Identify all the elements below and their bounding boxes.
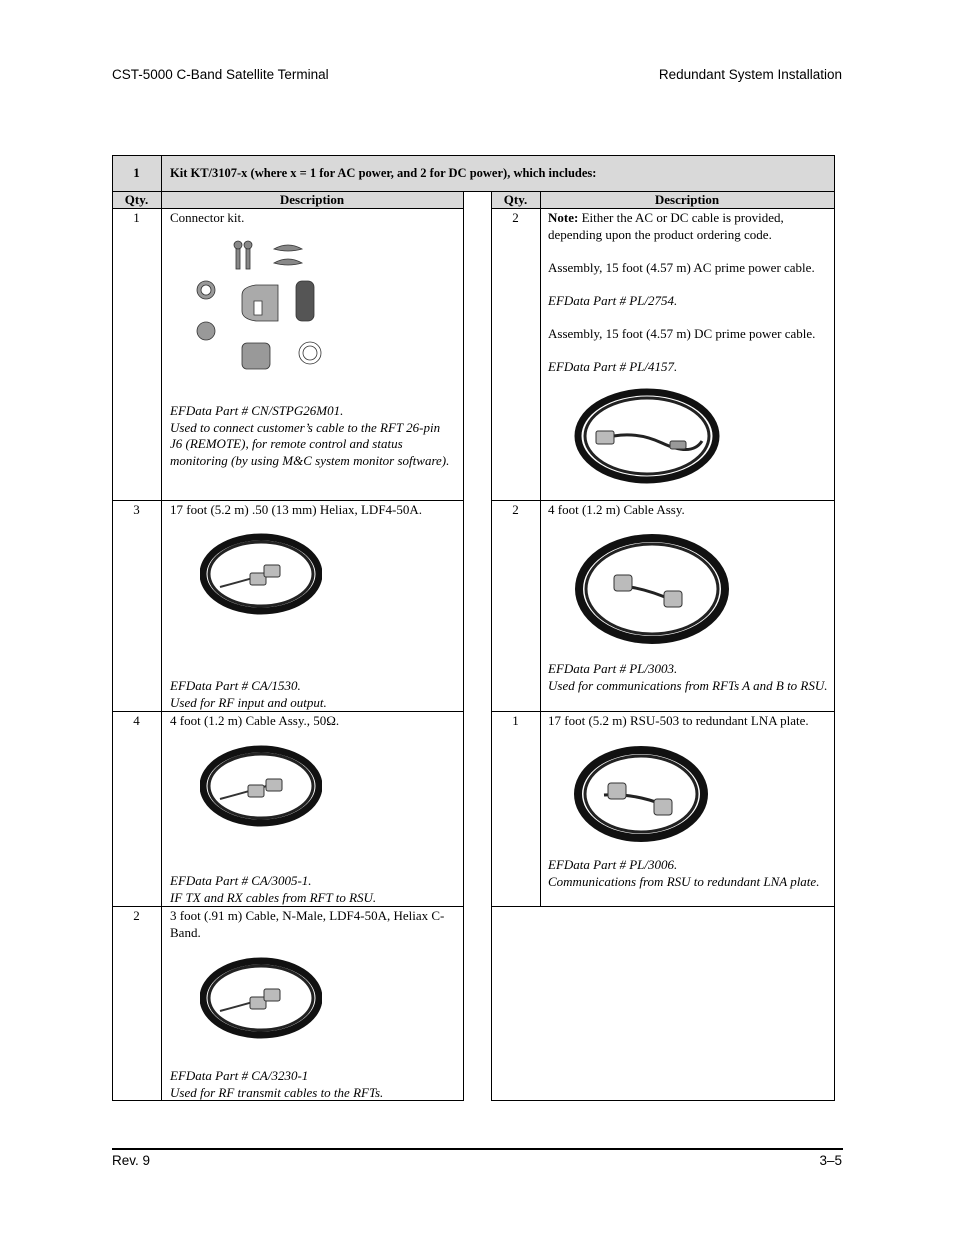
- item-part-number: EFData Part # PL/3006.: [548, 857, 678, 872]
- item-qty: 1: [133, 210, 140, 225]
- item-part-number: EFData Part # PL/3003.: [548, 661, 678, 676]
- item-usage: Used for communications from RFTs A and B to RSU.: [548, 677, 828, 693]
- note-label: Note:: [548, 210, 579, 225]
- item-title: Assembly, 15 foot (4.57 m) DC prime power cable.: [548, 325, 816, 341]
- item-title: 17 foot (5.2 m) RSU-503 to redundant LNA plate.: [548, 713, 809, 728]
- item-part-number: EFData Part # PL/4157.: [548, 358, 678, 374]
- header-section: Redundant System Installation: [658, 67, 842, 82]
- item-usage: Used for RF input and output.: [170, 694, 327, 710]
- item-part-number: EFData Part # CA/3230-1: [170, 1068, 309, 1083]
- kit-table: [112, 155, 835, 1101]
- item-usage: Communications from RSU to redundant LNA plate.: [548, 873, 820, 889]
- item-part-number: EFData Part # CA/3005-1.: [170, 873, 312, 888]
- item-qty: 2: [133, 908, 140, 923]
- footer-rule: [112, 1148, 843, 1150]
- item-title: Assembly, 15 foot (4.57 m) AC prime power cable.: [548, 259, 815, 275]
- cable-coil-image: [200, 957, 322, 1039]
- item-title: 3 foot (.91 m) Cable, N-Male, LDF4-50A, Heliax C-Band.: [170, 908, 445, 940]
- kit-title: Kit KT/3107-x (where x = 1 for AC power, and 2 for DC power), which includes:: [170, 166, 597, 180]
- item-usage: Used to connect customer’s cable to the RFT 26-pin J6 (REMOTE), for remote control and status monitoring (by using M&C system monitor software).: [170, 419, 450, 468]
- item-qty: 4: [133, 713, 140, 728]
- right-description-header: Description: [654, 192, 720, 207]
- footer-revision: Rev. 9: [112, 1153, 151, 1168]
- item-title: 4 foot (1.2 m) Cable Assy.: [548, 502, 685, 517]
- left-qty-header: Qty.: [124, 192, 149, 207]
- item-title: Connector kit.: [170, 210, 245, 225]
- item-note: [548, 210, 830, 243]
- cable-coil-image: [200, 533, 322, 615]
- item-qty: 3: [133, 502, 140, 517]
- cable-coil-image: [574, 745, 708, 843]
- item-part-number: EFData Part # CN/STPG26M01.: [170, 403, 344, 418]
- item-title: 4 foot (1.2 m) Cable Assy., 50Ω.: [170, 713, 340, 728]
- footer-page-number: 3–5: [819, 1153, 842, 1168]
- item-qty: 2: [512, 210, 519, 225]
- power-cable-image: [574, 387, 720, 485]
- header-title: CST-5000 C-Band Satellite Terminal: [112, 67, 329, 82]
- item-usage: Used for RF transmit cables to the RFTs.: [170, 1084, 384, 1100]
- cable-coil-image: [574, 533, 730, 645]
- kit-number: 1: [133, 165, 140, 180]
- item-part-number: EFData Part # CA/1530.: [170, 678, 301, 693]
- item-title: 17 foot (5.2 m) .50 (13 mm) Heliax, LDF4-50A.: [170, 502, 423, 517]
- item-part-number: EFData Part # PL/2754.: [548, 292, 678, 308]
- item-qty: 1: [512, 713, 519, 728]
- item-usage: IF TX and RX cables from RFT to RSU.: [170, 889, 377, 905]
- cable-coil-image: [200, 745, 322, 827]
- note-text: Either the AC or DC cable is provided, depending upon the product ordering code.: [548, 210, 784, 242]
- left-description-header: Description: [279, 192, 345, 207]
- connector-kit-image: [192, 235, 342, 375]
- item-qty: 2: [512, 502, 519, 517]
- right-qty-header: Qty.: [503, 192, 528, 207]
